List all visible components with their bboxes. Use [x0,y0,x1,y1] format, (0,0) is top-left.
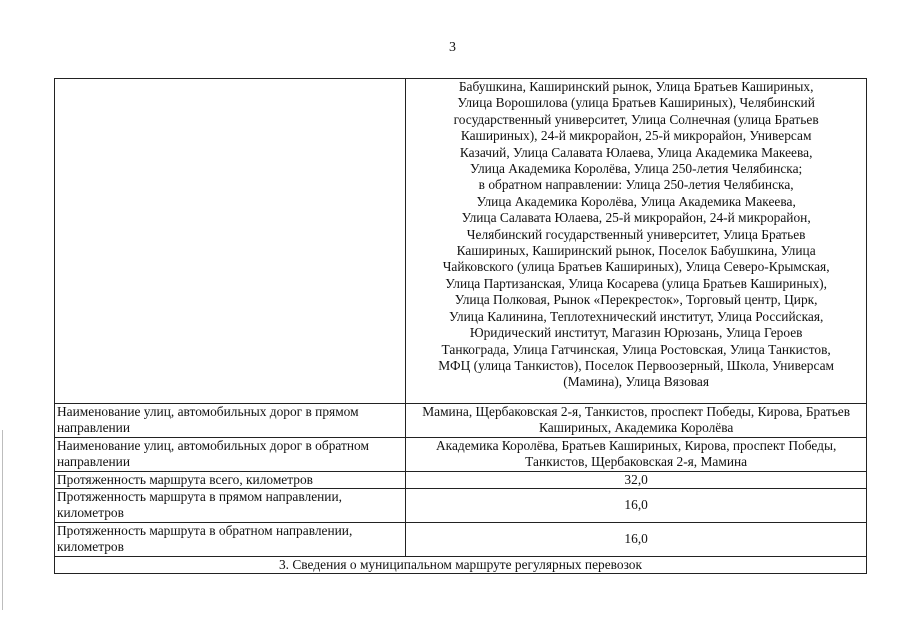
stops-line: Кашириных), 24-й микрорайон, 25-й микрорайон, Универсам [460,128,812,144]
row-value: Академика Королёва, Братьев Кашириных, Кирова, проспект Победы, Танкистов, Щербаковская 2-я, Мамина [406,437,867,471]
stops-line: Казачий, Улица Салавата Юлаева, Улица Академика Макеева, [459,144,813,160]
row-label: Протяженность маршрута в прямом направлении, километров [55,489,406,523]
stops-line: (Мамина), Улица Вязовая [563,374,710,390]
stops-line: Улица Салавата Юлаева, 25-й микрорайон, 24-й микрорайон, [461,210,811,226]
row-label: Наименование улиц, автомобильных дорог в обратном направлении [55,437,406,471]
route-info-table [54,78,867,574]
row-value: 16,0 [406,522,867,556]
table-row-length-backward [55,522,867,556]
row-label: Наименование улиц, автомобильных дорог в прямом направлении [55,404,406,438]
stops-line: Улица Полковая, Рынок «Перекресток», Торговый центр, Цирк, [454,292,818,308]
table-row-stops-continuation [55,79,867,404]
stops-line: Танкограда, Улица Гатчинская, Улица Ростовская, Улица Танкистов, [441,341,831,357]
stops-line: Чайковского (улица Братьев Кашириных), Улица Северо-Крымская, [442,259,830,275]
scan-edge-line [2,430,3,610]
stops-line: Улица Ворошилова (улица Братьев Кашириных), Челябинский [457,95,815,111]
empty-label-cell [55,79,406,404]
row-value: Мамина, Щербаковская 2-я, Танкистов, проспект Победы, Кирова, Братьев Кашириных, Академика Королёва [406,404,867,438]
stops-line: Юридический институт, Магазин Юрюзань, Улица Героев [469,325,803,341]
table-row-streets-backward [55,437,867,471]
stops-line: в обратном направлении: Улица 250-летия Челябинска, [478,177,794,193]
stops-line: Улица Академика Королёва, Улица 250-летия Челябинска; [470,161,803,177]
table-row-length-forward [55,489,867,523]
stops-line: МФЦ (улица Танкистов), Поселок Первоозерный, Школа, Универсам [438,357,834,373]
row-label: Протяженность маршрута в обратном направлении, километров [55,522,406,556]
stops-line: государственный университет, Улица Солнечная (улица Братьев [453,111,819,127]
stops-line: Улица Академика Королёва, Улица Академика Макеева, [476,193,796,209]
table-row-streets-forward [55,404,867,438]
page-number: 3 [449,40,456,55]
section-heading: 3. Сведения о муниципальном маршруте регулярных перевозок [55,556,867,573]
stops-line: Улица Калинина, Теплотехнический институт, Улица Российская, [448,308,824,324]
stops-line: Бабушкина, Каширинский рынок, Улица Братьев Кашириных, [458,79,814,94]
stops-line: Кашириных, Каширинский рынок, Поселок Бабушкина, Улица [456,243,816,259]
table-row-section-heading [55,556,867,573]
stops-line: Челябинский государственный университет, Улица Братьев [466,226,806,242]
table-row-length-total [55,471,867,488]
row-label: Протяженность маршрута всего, километров [55,471,406,488]
row-value: 32,0 [406,471,867,488]
row-value: 16,0 [406,489,867,523]
stops-list-cell [406,79,867,404]
stops-line: Улица Партизанская, Улица Косарева (улица Братьев Кашириных), [445,275,827,291]
